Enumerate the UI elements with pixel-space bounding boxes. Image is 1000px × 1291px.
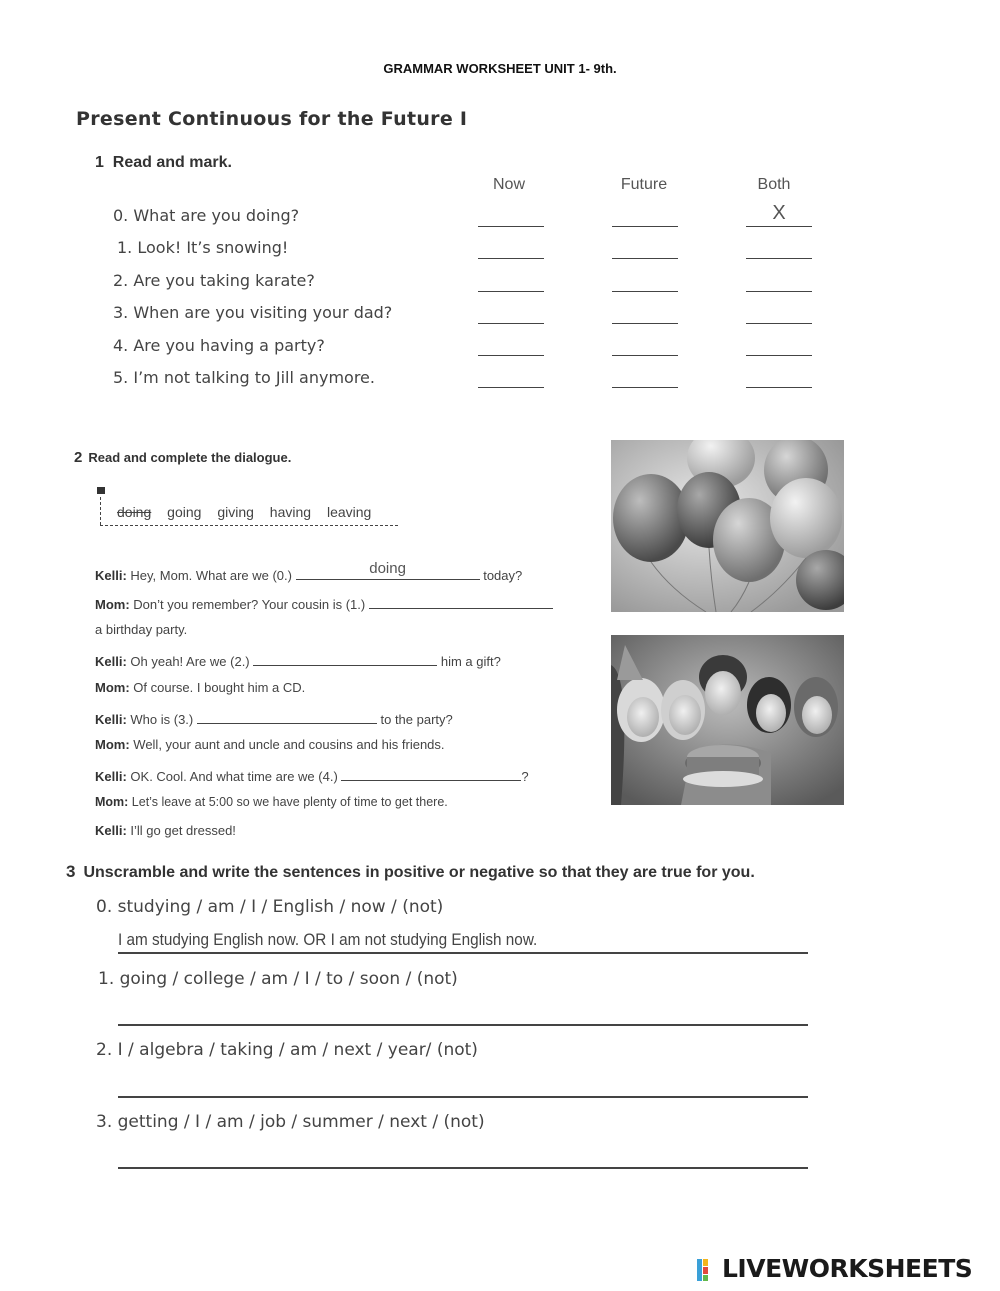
exercise3-instruction: Unscramble and write the sentences in positive or negative so that they are true for you. — [83, 864, 755, 881]
dialogue-blank-3[interactable] — [197, 709, 377, 724]
column-header-now: Now — [492, 176, 525, 193]
exercise1-question-2: 2. Are you taking karate? — [113, 271, 315, 290]
dialogue-blank-1[interactable] — [369, 594, 553, 609]
exercise1-number: 1 — [95, 154, 104, 171]
speaker-label: Mom: — [95, 795, 129, 809]
exercise3-prompt-1: 1. going / college / am / I / to / soon / (not) — [98, 969, 458, 989]
dialogue-text: Don’t you remember? Your cousin is (1.) — [129, 597, 369, 612]
dialogue-text: Hey, Mom. What are we (0.) — [126, 568, 296, 583]
speaker-label: Mom: — [95, 737, 130, 752]
dialogue-blank-2[interactable] — [253, 651, 437, 666]
worksheet-title: GRAMMAR WORKSHEET UNIT 1- 9th. — [383, 61, 617, 76]
exercise2-heading — [74, 449, 291, 466]
exercise1-blank[interactable] — [612, 387, 678, 388]
exercise1-instruction: Read and mark. — [112, 154, 232, 171]
exercise3-prompt-2: 2. I / algebra / taking / am / next / year/ (not) — [96, 1040, 478, 1060]
dialogue-text: I’ll go get dressed! — [126, 823, 236, 838]
exercise1-mark: X — [772, 202, 786, 224]
exercise1-question-0: 0. What are you doing? — [113, 206, 300, 225]
exercise1-blank[interactable] — [612, 226, 678, 227]
word-bank-word: leaving — [326, 504, 372, 520]
dialogue-line-4 — [95, 651, 501, 669]
dialogue-text: ? — [521, 769, 529, 784]
dialogue-text: Let’s leave at 5:00 so we have plenty of time to get there. — [128, 795, 448, 809]
exercise1-blank[interactable] — [612, 355, 678, 356]
exercise1-question-4: 4. Are you having a party? — [113, 336, 325, 355]
exercise1-blank[interactable] — [478, 226, 544, 227]
exercise3-answer-line-3[interactable] — [118, 1167, 808, 1169]
dialogue-text: to the party? — [376, 712, 453, 727]
word-bank-word: having — [269, 504, 312, 520]
dialogue-line-1 — [95, 560, 523, 583]
exercise1-question-1: 1. Look! It’s snowing! — [117, 238, 289, 257]
exercise1-blank[interactable] — [746, 355, 812, 356]
dialogue-line-7 — [95, 737, 445, 752]
dialogue-text: him a gift? — [437, 654, 501, 669]
dialogue-line-9 — [95, 795, 448, 809]
dialogue-text: Well, your aunt and uncle and cousins and his friends. — [129, 737, 445, 752]
dialogue-line-3: a birthday party. — [95, 622, 188, 637]
word-bank-word: going — [167, 504, 202, 520]
exercise2-number: 2 — [74, 449, 83, 466]
exercise1-blank[interactable] — [478, 355, 544, 356]
exercise1-question-5: 5. I’m not talking to Jill anymore. — [113, 368, 375, 387]
exercise3-answer-line-1[interactable] — [118, 1024, 808, 1026]
exercise1-blank[interactable] — [746, 387, 812, 388]
speaker-label: Kelli: — [95, 568, 127, 583]
speaker-label: Mom: — [95, 680, 130, 695]
exercise1-blank[interactable] — [746, 291, 812, 292]
word-bank-word: doing — [117, 504, 152, 520]
exercise3-answer-0: I am studying English now. OR I am not studying English now. — [118, 930, 538, 949]
party-image — [611, 635, 844, 805]
dialogue-line-6 — [95, 709, 453, 727]
exercise1-blank[interactable] — [612, 291, 678, 292]
exercise3-answer-line-0[interactable] — [118, 952, 808, 954]
word-bank-word: giving — [217, 504, 254, 520]
exercise1-blank[interactable] — [478, 291, 544, 292]
exercise1-blank[interactable] — [746, 258, 812, 259]
dialogue-blank-4[interactable] — [341, 766, 521, 781]
dialogue-text: Of course. I bought him a CD. — [129, 680, 306, 695]
speaker-label: Kelli: — [95, 654, 127, 669]
liveworksheets-logo: LIVEWORKSHEETS — [722, 1254, 973, 1283]
column-header-both: Both — [757, 176, 791, 193]
party-photo — [611, 635, 844, 805]
dialogue-text: Oh yeah! Are we (2.) — [126, 654, 254, 669]
section-title: Present Continuous for the Future I — [76, 108, 468, 130]
word-bank — [100, 487, 398, 525]
exercise2-instruction: Read and complete the dialogue. — [88, 450, 292, 465]
dialogue-line-10 — [95, 823, 236, 838]
exercise1-blank[interactable] — [612, 258, 678, 259]
speaker-label: Kelli: — [95, 823, 127, 838]
dialogue-blank-0[interactable] — [296, 560, 480, 580]
exercise3-prompt-0: 0. studying / am / I / English / now / (not) — [96, 897, 444, 917]
dialogue-answer-0: doing — [369, 560, 406, 577]
exercise3-heading — [66, 862, 755, 882]
column-header-future: Future — [620, 176, 668, 193]
liveworksheets-logo-icon — [697, 1259, 719, 1281]
dialogue-text: OK. Cool. And what time are we (4.) — [126, 769, 342, 784]
exercise1-blank[interactable] — [746, 323, 812, 324]
exercise1-blank[interactable] — [478, 258, 544, 259]
exercise1-blank[interactable] — [746, 226, 812, 227]
dialogue-line-2 — [95, 594, 553, 612]
dialogue-line-5 — [95, 680, 305, 695]
dialogue-line-8 — [95, 766, 529, 784]
dialogue-text: today? — [479, 568, 523, 583]
word-bank-words — [117, 504, 383, 520]
speaker-label: Kelli: — [95, 769, 127, 784]
exercise1-blank[interactable] — [478, 387, 544, 388]
speaker-label: Mom: — [95, 597, 130, 612]
exercise1-blank[interactable] — [478, 323, 544, 324]
exercise3-number: 3 — [66, 862, 76, 881]
balloons-image — [611, 440, 844, 612]
speaker-label: Kelli: — [95, 712, 127, 727]
exercise1-heading — [95, 154, 232, 172]
exercise1-question-3: 3. When are you visiting your dad? — [113, 303, 393, 322]
balloons-photo — [611, 440, 844, 612]
dialogue-text: Who is (3.) — [126, 712, 197, 727]
word-bank-marker-icon — [97, 487, 105, 494]
exercise1-blank[interactable] — [612, 323, 678, 324]
exercise3-answer-line-2[interactable] — [118, 1096, 808, 1098]
exercise3-prompt-3: 3. getting / I / am / job / summer / next / (not) — [96, 1112, 485, 1132]
